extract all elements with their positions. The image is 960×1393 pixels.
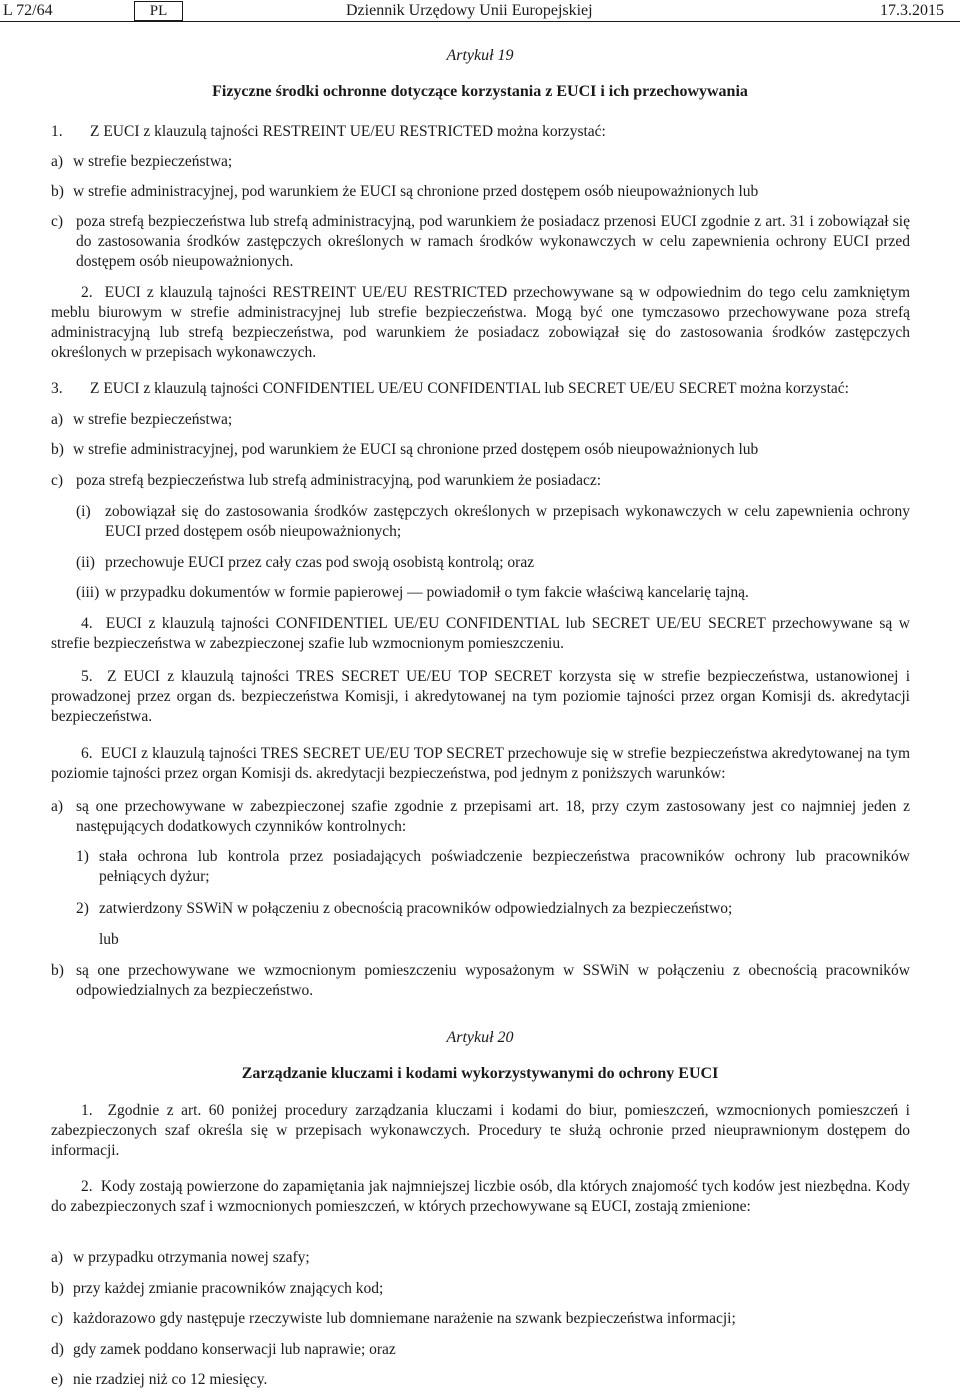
item-label: b) — [51, 183, 64, 200]
journal-title: Dziennik Urzędowy Unii Europejskiej — [346, 2, 593, 19]
paragraph-text: EUCI z klauzulą tajności CONFIDENTIEL UE/EU CONFIDENTIAL lub SECRET UE/EU SECRET przechowywane są w strefie bezpieczeństwa w zabezpieczonej szafie lub wzmocnionym pomieszczeniu. — [51, 615, 911, 652]
paragraph-number: 4. — [81, 615, 93, 632]
paragraph-number: 5. — [81, 668, 93, 685]
item-text: w przypadku otrzymania nowej szafy; — [73, 1249, 310, 1266]
paragraph-text: Z EUCI z klauzulą tajności TRES SECRET UE/EU TOP SECRET korzysta się w strefie bezpieczeństwa, ustanowionej i prowadzonej przez organ ds. bezpieczeństwa Komisji, i akredytowanej na tym poziomie tajności przez organ Komisji ds. akredytacji bezpieczeństwa. — [51, 668, 911, 725]
paragraph-number: 3. — [51, 380, 63, 397]
item-label: b) — [51, 1280, 64, 1297]
article-20-heading: Artykuł 20 — [446, 1029, 514, 1046]
item-label: 1) — [76, 848, 89, 865]
item-label: (ii) — [76, 554, 95, 571]
item-text: w strefie administracyjnej, pod warunkiem że EUCI są chronione przed dostępem osób nieupoważnionych lub — [73, 441, 759, 458]
item-text: stała ochrona lub kontrola przez posiadających poświadczenie bezpieczeństwa pracowników ochrony lub pracowników pełniących dyżur; — [99, 848, 910, 885]
item-text: nie rzadziej niż co 12 miesięcy. — [73, 1371, 268, 1388]
item-text: zobowiązał się do zastosowania środków zastępczych określonych w przepisach wykonawczych w celu zapewnienia ochrony EUCI przed dostępem osób nieupoważnionych; — [105, 503, 910, 540]
paragraph-number: 1. — [81, 1102, 93, 1119]
item-label: d) — [51, 1341, 64, 1358]
item-label: (iii) — [76, 584, 100, 601]
item-label: e) — [51, 1371, 64, 1388]
item-text: każdorazowo gdy następuje rzeczywiste lub domniemane narażenie na szwank bezpieczeństwa informacji; — [73, 1310, 736, 1327]
art19-paragraph-5 — [51, 667, 910, 727]
item-text: w strefie bezpieczeństwa; — [73, 153, 233, 170]
item-label: (i) — [76, 503, 91, 520]
paragraph-number: 2. — [81, 284, 93, 301]
item-text: są one przechowywane we wzmocnionym pomieszczeniu wyposażonym w SSWiN w połączeniu z obecnością pracowników odpowiedzialnych za bezpieczeństwo. — [76, 962, 910, 999]
paragraph-text: EUCI z klauzulą tajności TRES SECRET UE/EU TOP SECRET przechowuje się w strefie bezpieczeństwa akredytowanej na tym poziomie tajności przez organ Komisji ds. akredytacji bezpieczeństwa, pod jednym z poniższych warunków: — [51, 745, 911, 782]
paragraph-text: Z EUCI z klauzulą tajności RESTREINT UE/EU RESTRICTED można korzystać: — [90, 123, 606, 140]
article-19-title: Fizyczne środki ochronne dotyczące korzystania z EUCI i ich przechowywania — [212, 83, 748, 100]
paragraph-number: 2. — [81, 1178, 93, 1195]
item-text: poza strefą bezpieczeństwa lub strefą administracyjną, pod warunkiem że posiadacz: — [76, 472, 602, 489]
paragraph-number: 1. — [51, 123, 63, 140]
art20-paragraph-2 — [51, 1177, 910, 1217]
item-label: b) — [51, 441, 64, 458]
item-text: zatwierdzony SSWiN w połączeniu z obecnością pracowników odpowiedzialnych za bezpieczeństwo; — [99, 900, 733, 917]
art19-paragraph-4 — [51, 614, 910, 654]
paragraph-text: Zgodnie z art. 60 poniżej procedury zarządzania kluczami i kodami do biur, pomieszczeń, wzmocnionych pomieszczeń i zabezpieczonych szaf określa się w przepisach wykonawczych. Procedury te służą ochronie przed nieuprawnionym dostępem do informacji. — [51, 1102, 910, 1159]
item-text: są one przechowywane w zabezpieczonej szafie zgodnie z przepisami art. 18, przy czym zastosowany jest co najmniej jeden z następujących dodatkowych czynników kontrolnych: — [76, 798, 910, 835]
item-label: c) — [51, 1310, 64, 1327]
item-label: b) — [51, 962, 64, 979]
publication-date: 17.3.2015 — [880, 2, 944, 19]
item-text: przy każdej zmianie pracowników znających kod; — [73, 1280, 384, 1297]
item-text: gdy zamek poddano konserwacji lub naprawie; oraz — [73, 1341, 396, 1358]
paragraph-text: Z EUCI z klauzulą tajności CONFIDENTIEL UE/EU CONFIDENTIAL lub SECRET UE/EU SECRET można korzystać: — [90, 380, 849, 397]
item-label: a) — [51, 1249, 64, 1266]
item-label: a) — [51, 153, 64, 170]
page-reference: L 72/64 — [3, 2, 53, 19]
paragraph-number: 6. — [81, 745, 93, 762]
paragraph-text: Kody zostają powierzone do zapamiętania jak najmniejszej liczbie osób, dla których znajomość tych kodów jest niezbędna. Kody do zabezpieczonych szaf i wzmocnionych pomieszczeń, w których przechowywane są EUCI, zostają zmienione: — [51, 1178, 910, 1215]
item-text: w przypadku dokumentów w formie papierowej — powiadomił o tym fakcie właściwą kancelarię tajną. — [105, 584, 749, 601]
header-rule — [0, 21, 960, 22]
item-text: w strefie administracyjnej, pod warunkiem że EUCI są chronione przed dostępem osób nieupoważnionych lub — [73, 183, 759, 200]
item-label: c) — [51, 472, 64, 489]
paragraph-text: EUCI z klauzulą tajności RESTREINT UE/EU RESTRICTED przechowywane są w odpowiednim do tego celu zamkniętym meblu biurowym w strefie administracyjnej lub strefie bezpieczeństwa. Mogą być one tymczasowo przechowywane poza strefą administracyjną lub strefą bezpieczeństwa, pod warunkiem że posiadacz zobowiązał się do zastosowania środków zastępczych określonych w przepisach wykonawczych. — [51, 284, 910, 361]
item-label: a) — [51, 798, 64, 815]
item-text: w strefie bezpieczeństwa; — [73, 411, 233, 428]
article-20-title: Zarządzanie kluczami i kodami wykorzystywanymi do ochrony EUCI — [241, 1065, 719, 1082]
language-badge: PL — [134, 1, 183, 21]
art19-paragraph-6 — [51, 744, 910, 784]
item-label: a) — [51, 411, 64, 428]
item-label: 2) — [76, 900, 89, 917]
item-text: przechowuje EUCI przez cały czas pod swoją osobistą kontrolą; oraz — [105, 554, 535, 571]
item-text: poza strefą bezpieczeństwa lub strefą administracyjną, pod warunkiem że posiadacz przenosi EUCI zgodnie z art. 31 i zobowiązał się do zastosowania środków zastępczych określonych w ramach środków wykonawczych w celu zapewnienia ochrony EUCI przed dostępem osób nieupoważnionych. — [76, 213, 910, 270]
art19-p6-or: lub — [99, 931, 119, 948]
item-label: c) — [51, 213, 64, 230]
art19-paragraph-2 — [51, 283, 910, 363]
page-header — [0, 0, 960, 24]
article-19-heading: Artykuł 19 — [446, 47, 514, 64]
art20-paragraph-1 — [51, 1101, 910, 1161]
